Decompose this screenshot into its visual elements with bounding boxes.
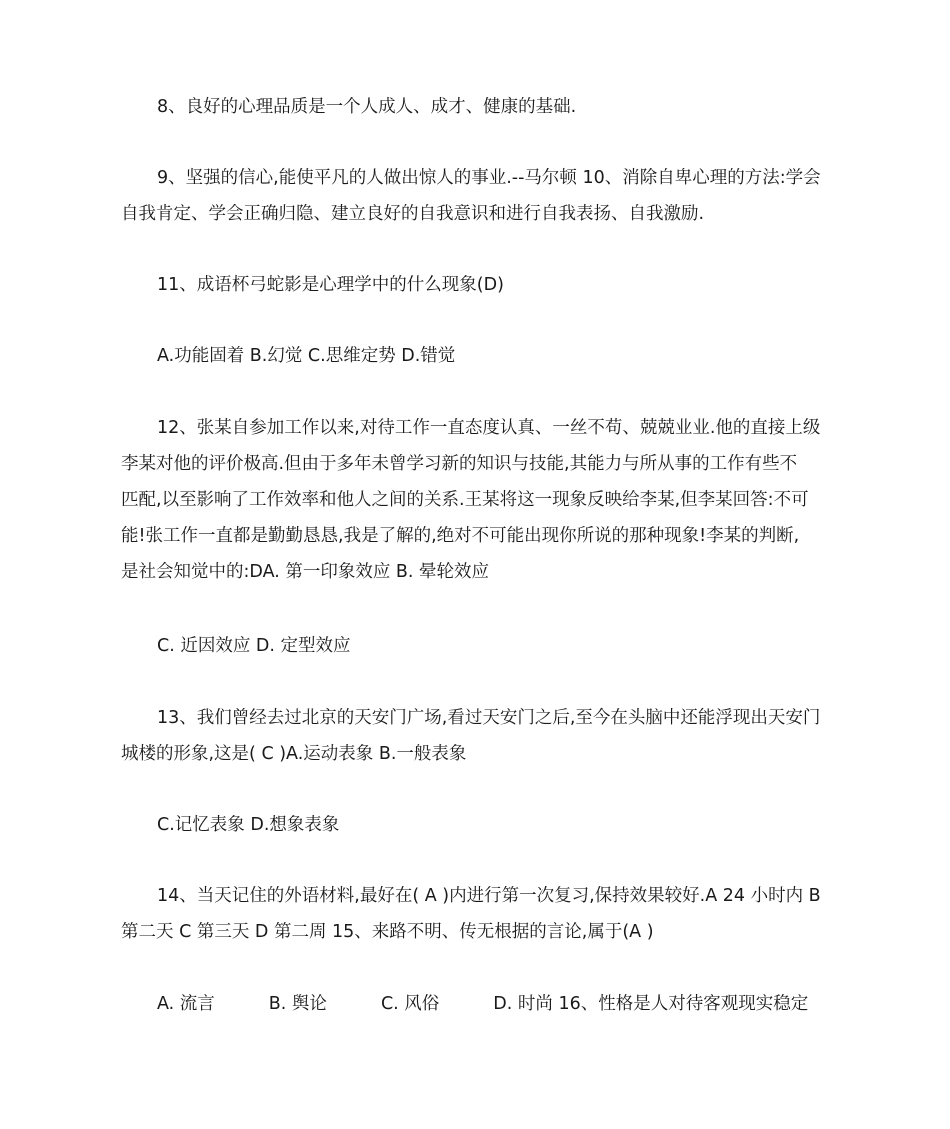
option-b: B. 舆论: [268, 994, 327, 1014]
option-d: D. 时尚 16、性格是人对待客观现实稳定: [493, 994, 809, 1014]
options-line: [121, 986, 833, 1022]
paragraph-11-options: [121, 338, 833, 374]
option-c: C. 风俗: [380, 994, 440, 1014]
text-line: 12、张某自参加工作以来,对待工作一直态度认真、一丝不苟、兢兢业业.他的直接上级: [157, 418, 821, 438]
paragraph-9-10: [121, 160, 833, 232]
text-line: 9、坚强的信心,能使平凡的人做出惊人的事业.--马尔顿 10、消除自卑心理的方法:学会: [157, 168, 821, 188]
text-line: 13、我们曾经去过北京的天安门广场,看过天安门之后,至今在头脑中还能浮现出天安门: [157, 708, 821, 728]
paragraph-12: [121, 410, 833, 590]
text-line: 李某对他的评价极高.但由于多年未曾学习新的知识与技能,其能力与所从事的工作有些不: [121, 454, 798, 474]
paragraph-8: [121, 89, 833, 125]
text-line: A.功能固着 B.幻觉 C.思维定势 D.错觉: [157, 346, 456, 366]
paragraph-12-options: [121, 628, 833, 664]
text-line: C. 近因效应 D. 定型效应: [157, 636, 351, 656]
option-a: A. 流言: [157, 994, 215, 1014]
paragraph-15-options: [121, 986, 833, 1022]
text-line: 14、当天记住的外语材料,最好在( A )内进行第一次复习,保持效果较好.A 24 小时内 B: [157, 886, 821, 906]
text-line: 是社会知觉中的:DA. 第一印象效应 B. 晕轮效应: [121, 562, 490, 582]
text-line: 城楼的形象,这是( C )A.运动表象 B.一般表象: [121, 744, 467, 764]
paragraph-13: [121, 700, 833, 772]
text-line: 自我肯定、学会正确归隐、建立良好的自我意识和进行自我表扬、自我激励.: [121, 204, 705, 224]
text-line: C.记忆表象 D.想象表象: [157, 815, 340, 835]
text-line: 11、成语杯弓蛇影是心理学中的什么现象(D): [157, 275, 504, 295]
paragraph-13-options: [121, 807, 833, 843]
text-line: 8、良好的心理品质是一个人成人、成才、健康的基础.: [157, 97, 577, 117]
text-line: 匹配,以至影响了工作效率和他人之间的关系.王某将这一现象反映给李某,但李某回答:不可: [121, 490, 809, 510]
paragraph-14: [121, 878, 833, 950]
text-line: 能!张工作一直都是勤勤恳恳,我是了解的,绝对不可能出现你所说的那种现象!李某的判断,: [121, 526, 800, 546]
paragraph-11: [121, 267, 833, 303]
text-line: 第二天 C 第三天 D 第二周 15、来路不明、传无根据的言论,属于(A ): [121, 922, 654, 942]
